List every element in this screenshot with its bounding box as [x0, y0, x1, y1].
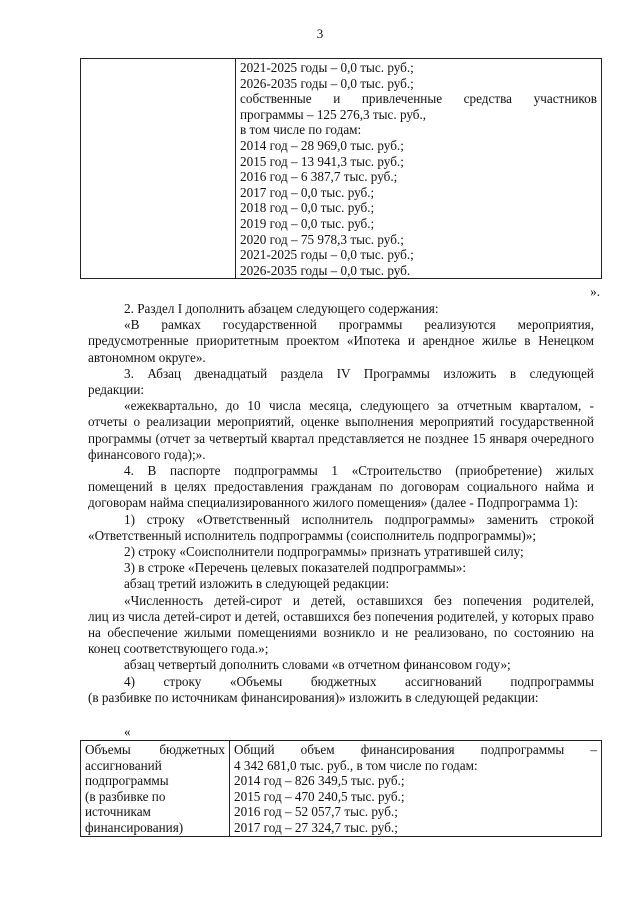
funding-line: 2017 год – 0,0 тыс. руб.; [240, 184, 375, 200]
funding-line: 2021-2025 годы – 0,0 тыс. руб.; [240, 60, 414, 75]
funding-line: собственные и привлеченные средства участников [240, 91, 597, 107]
funding-details-cell [230, 741, 602, 837]
paragraph: «ежеквартально, до 10 числа месяца, следующего за отчетным кварталом, - [124, 398, 594, 414]
paragraph: абзац четвертый дополнить словами «в отчетном финансовом году»; [124, 657, 511, 673]
body-text [88, 301, 594, 706]
funding-table-continued [80, 58, 602, 279]
paragraph: «Численность детей-сирот и детей, оставшихся без попечения родителей, [124, 592, 594, 608]
paragraph: 3) в строке «Перечень целевых показателей подпрограммы»: [124, 560, 466, 576]
paragraph: «Ответственный исполнитель подпрограммы (соисполнитель подпрограммы)»; [88, 527, 536, 543]
paragraph: 2) строку «Соисполнители подпрограммы» признать утратившей силу; [124, 544, 524, 560]
paragraph: «В рамках государственной программы реализуются мероприятия, [124, 317, 594, 333]
paragraph: помещений в целях предоставления гражданам по договорам социального найма и договорам найма специализированного жилого помещения» (далее - Подпрограмма 1): [88, 479, 594, 511]
paragraph: 1) строку «Ответственный исполнитель подпрограммы» заменить строкой [124, 511, 594, 527]
funding-line: 2016 год – 52 057,7 тыс. руб.; [234, 804, 398, 820]
funding-line: 2015 год – 470 240,5 тыс. руб.; [234, 788, 405, 804]
row-title-line: подпрограммы [85, 773, 169, 789]
row-title-line: источникам [85, 804, 151, 820]
funding-line: 2014 год – 28 969,0 тыс. руб.; [240, 137, 404, 153]
funding-line: 2026-2035 годы – 0,0 тыс. руб. [240, 262, 411, 278]
funding-line: в том числе по годам: [240, 122, 362, 138]
paragraph: 4. В паспорте подпрограммы 1 «Строительство (приобретение) жилых [124, 463, 594, 479]
funding-line: программы – 125 276,3 тыс. руб., [240, 106, 427, 122]
funding-line: 2018 год – 0,0 тыс. руб.; [240, 200, 375, 216]
funding-line: 2015 год – 13 941,3 тыс. руб.; [240, 153, 404, 169]
funding-line: Общий объем финансирования подпрограммы – [234, 742, 597, 757]
paragraph: абзац третий изложить в следующей редакции: [124, 576, 390, 592]
row-title-line: Объемы бюджетных [85, 742, 225, 757]
opening-quote: « [124, 724, 131, 739]
funding-details-cell [236, 59, 602, 279]
row-title-line: финансирования) [85, 819, 184, 835]
funding-line: 4 342 681,0 тыс. руб., в том числе по годам: [234, 757, 478, 773]
page-number: 3 [316, 26, 324, 41]
row-title-line: (в разбивке по [85, 788, 166, 804]
row-title-line: ассигнований [85, 757, 162, 773]
funding-line: 2026-2035 годы – 0,0 тыс. руб.; [240, 75, 414, 91]
paragraph: 2. Раздел I дополнить абзацем следующего содержания: [124, 301, 439, 316]
paragraph: редакции: [88, 382, 145, 398]
paragraph: (в разбивке по источникам финансирования)» изложить в следующей редакции: [88, 689, 539, 705]
funding-line: 2019 год – 0,0 тыс. руб.; [240, 215, 375, 231]
funding-line: 2020 год – 75 978,3 тыс. руб.; [240, 231, 404, 247]
row-title-cell [81, 741, 230, 837]
funding-line: 2017 год – 27 324,7 тыс. руб.; [234, 819, 398, 835]
funding-line: 2014 год – 826 349,5 тыс. руб.; [234, 773, 405, 789]
paragraph: отчеты о реализации мероприятий, оценке выполнения мероприятий государственной программы (отчет за четвертый квартал представляется не позднее 15 января очередного финансового года);». [88, 414, 594, 462]
paragraph: предусмотренные приоритетным проектом «Ипотека и арендное жилье в Ненецком автономном округе». [88, 333, 594, 365]
paragraph: лиц из числа детей-сирот и детей, оставшихся без попечения родителей, у которых право на обеспечение жилыми помещениями возникло и не реализовано, по состоянию на конец соответствующего года.»; [88, 608, 594, 657]
closing-quote: ». [590, 284, 600, 299]
funding-line: 2016 год – 6 387,7 тыс. руб.; [240, 169, 398, 185]
paragraph: 4) строку «Объемы бюджетных ассигнований подпрограммы [124, 673, 594, 689]
empty-left-cell [81, 59, 236, 279]
funding-table-new [80, 740, 602, 837]
funding-line: 2021-2025 годы – 0,0 тыс. руб.; [240, 247, 414, 263]
paragraph: 3. Абзац двенадцатый раздела IV Программы изложить в следующей [124, 365, 594, 381]
